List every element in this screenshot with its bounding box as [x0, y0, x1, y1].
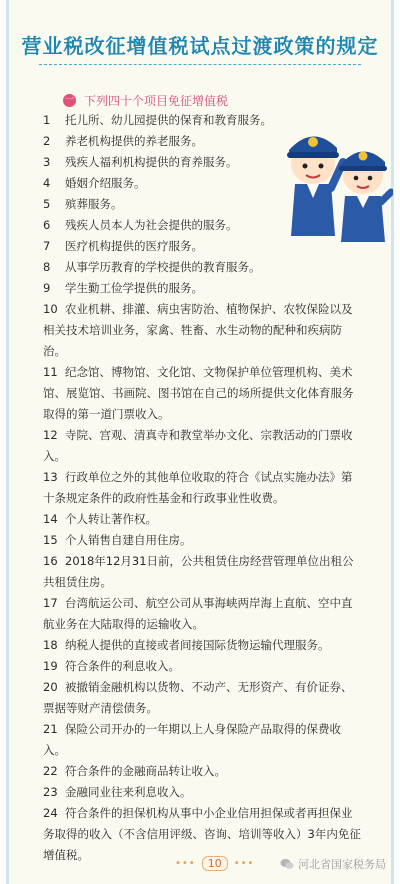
item-number: 14: [43, 512, 58, 526]
item-text: 殡葬服务。: [65, 197, 123, 211]
item-number: 10: [43, 302, 58, 316]
page-title: 营业税改征增值税试点过渡政策的规定: [21, 34, 379, 58]
title-divider: [39, 64, 361, 65]
item-number: 18: [43, 638, 58, 652]
list-item: [43, 299, 361, 362]
item-number: 12: [43, 428, 58, 442]
item-number: 1: [43, 113, 51, 127]
item-number: 2: [43, 134, 51, 148]
list-item: [43, 719, 361, 761]
list-item: [43, 257, 361, 278]
item-number: 22: [43, 764, 58, 778]
item-number: 8: [43, 260, 51, 274]
list-item: [43, 425, 361, 467]
item-text: 养老机构提供的养老服务。: [65, 134, 203, 148]
item-number: 24: [43, 806, 58, 820]
page-footer: [175, 856, 254, 871]
item-text: 被撤销金融机构以货物、不动产、无形资产、有价证券、票据等财产清偿债务。: [43, 680, 353, 715]
item-number: 9: [43, 281, 51, 295]
item-number: 23: [43, 785, 58, 799]
item-text: 纪念馆、博物馆、文化馆、文物保护单位管理机构、美术馆、展览馆、书画院、图书馆在自己的场所提供文化体育服务取得的第一道门票收入。: [43, 365, 354, 421]
item-text: 残疾人员本人为社会提供的服务。: [65, 218, 238, 232]
footer-dots-right: •••: [233, 858, 255, 869]
list-item: [43, 677, 361, 719]
list-item: [43, 593, 361, 635]
item-text: 个人转让著作权。: [65, 512, 157, 526]
item-text: 台湾航运公司、航空公司从事海峡两岸海上直航、空中直航业务在大陆取得的运输收入。: [43, 596, 353, 631]
list-item: [43, 467, 361, 509]
item-number: 17: [43, 596, 58, 610]
footer-dots-left: •••: [175, 858, 196, 869]
item-text: 符合条件的金融商品转让收入。: [65, 764, 226, 778]
list-item: [43, 509, 361, 530]
section-heading: [63, 91, 228, 109]
list-item: [43, 362, 361, 425]
list-item: [43, 761, 361, 782]
tax-officers-cartoon-icon: [281, 118, 393, 246]
item-text: 行政单位之外的其他单位收取的符合《试点实施办法》第十条规定条件的政府性基金和行政事业性收费。: [43, 470, 353, 505]
item-number: 19: [43, 659, 58, 673]
item-text: 学生勤工俭学提供的服务。: [65, 281, 203, 295]
item-number: 15: [43, 533, 58, 547]
item-text: 个人销售自建自用住房。: [65, 533, 192, 547]
item-text: 从事学历教育的学校提供的教育服务。: [65, 260, 261, 274]
item-text: 农业机耕、排灌、病虫害防治、植物保护、农牧保险以及相关技术培训业务，家禽、牲畜、水生动物的配种和疾病防治。: [43, 302, 353, 358]
item-number: 4: [43, 176, 51, 190]
item-text: 金融同业往来利息收入。: [65, 785, 192, 799]
item-text: 符合条件的利息收入。: [65, 659, 180, 673]
item-number: 16: [43, 554, 58, 568]
item-number: 20: [43, 680, 58, 694]
item-text: 残疾人福利机构提供的育养服务。: [65, 155, 238, 169]
list-item: [43, 656, 361, 677]
list-item: [43, 782, 361, 803]
item-number: 13: [43, 470, 58, 484]
item-text: 医疗机构提供的医疗服务。: [65, 239, 203, 253]
item-number: 21: [43, 722, 58, 736]
item-number: 5: [43, 197, 51, 211]
item-text: 婚姻介绍服务。: [65, 176, 146, 190]
item-number: 11: [43, 365, 58, 379]
wechat-icon: [280, 858, 294, 870]
item-number: 6: [43, 218, 51, 232]
item-text: 保险公司开办的一年期以上人身保险产品取得的保费收入。: [43, 722, 341, 757]
watermark-text: 河北省国家税务局: [298, 858, 386, 871]
page-frame: [6, 0, 394, 884]
list-item: [43, 635, 361, 656]
item-number: 3: [43, 155, 51, 169]
item-text: 2018年12月31日前，公共租赁住房经营管理单位出租公共租赁住房。: [43, 554, 354, 589]
item-text: 纳税人提供的直接或者间接国际货物运输代理服务。: [65, 638, 330, 652]
item-number: 7: [43, 239, 51, 253]
list-item: [43, 551, 361, 593]
list-item: [43, 278, 361, 299]
page-number: 10: [202, 856, 228, 871]
item-text: 托儿所、幼儿园提供的保育和教育服务。: [65, 113, 272, 127]
list-item: [43, 530, 361, 551]
item-text: 符合条件的担保机构从事中小企业信用担保或者再担保业务取得的收入（不含信用评级、咨询、培训等收入）3年内免征增值税。: [43, 806, 361, 862]
section-title: 下列四十个项目免征增值税: [84, 93, 229, 108]
item-text: 寺院、宫观、清真寺和教堂举办文化、宗教活动的门票收入。: [43, 428, 353, 463]
watermark: [280, 856, 386, 872]
section-marker-icon: 一: [64, 94, 74, 105]
